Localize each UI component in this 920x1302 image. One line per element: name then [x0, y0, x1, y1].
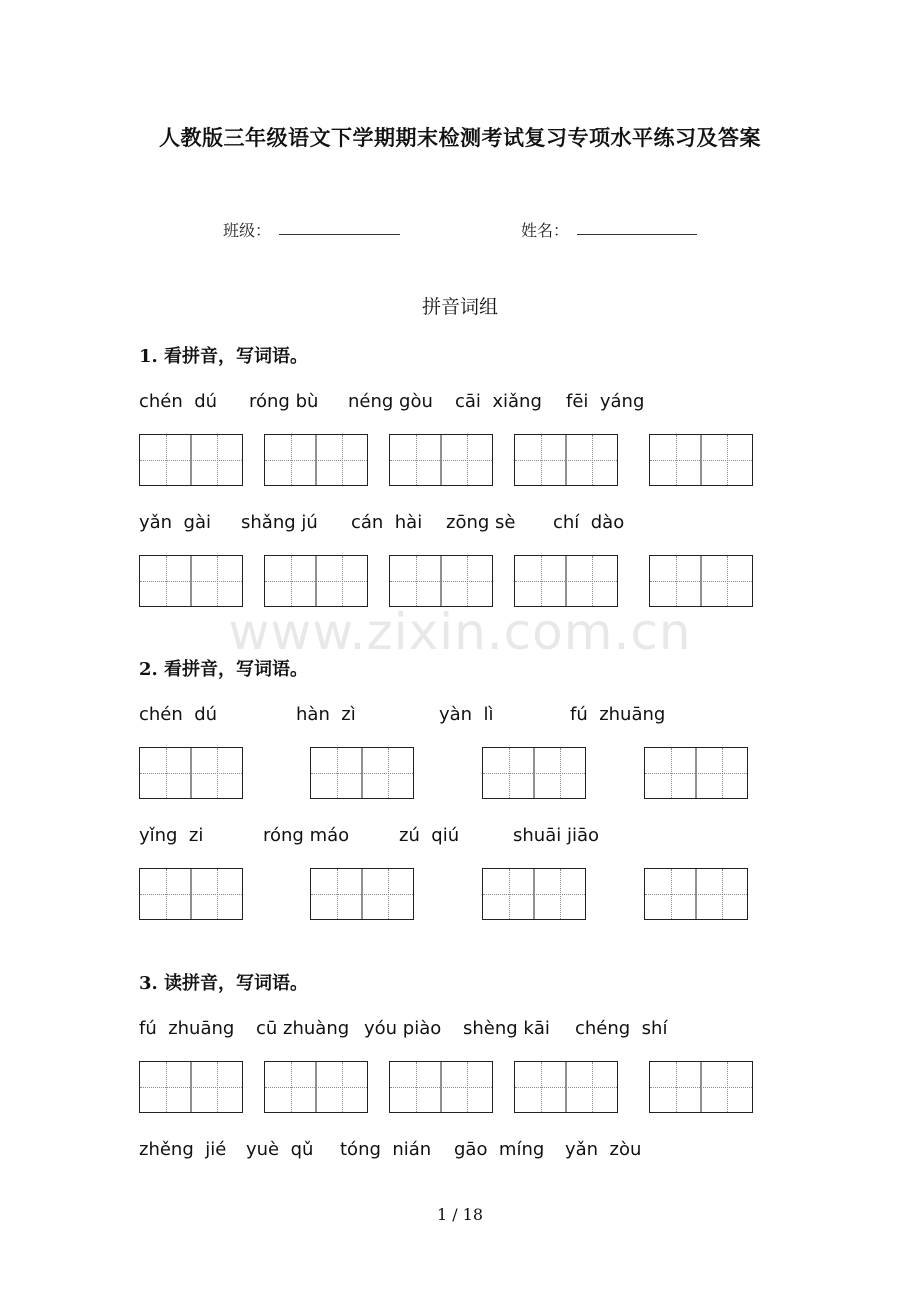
pinyin-item: chí dào [553, 512, 625, 533]
writing-grid[interactable] [264, 434, 368, 486]
pinyin-item: yàn lì [439, 704, 494, 725]
writing-grid[interactable] [139, 747, 243, 799]
pinyin-item: yóu piào [364, 1018, 442, 1039]
name-blank-line[interactable] [577, 234, 697, 235]
writing-grid[interactable] [139, 555, 243, 607]
writing-grid[interactable] [389, 555, 493, 607]
watermark: www.zixin.com.cn [228, 603, 692, 661]
question-1-heading: 1. 看拼音，写词语。 [139, 346, 309, 367]
page-number: 1 / 18 [436, 1205, 484, 1224]
question-3-heading: 3. 读拼音，写词语。 [139, 973, 309, 994]
document-title: 人教版三年级语文下学期期末检测考试复习专项水平练习及答案 [159, 125, 761, 150]
writing-grid[interactable] [482, 868, 586, 920]
pinyin-item: fú zhuāng [139, 1018, 235, 1039]
pinyin-item: shèng kāi [463, 1018, 550, 1039]
pinyin-item: yuè qǔ [246, 1139, 314, 1160]
writing-grid[interactable] [649, 1061, 753, 1113]
writing-grid[interactable] [139, 434, 243, 486]
writing-grid[interactable] [514, 555, 618, 607]
writing-grid[interactable] [264, 1061, 368, 1113]
pinyin-item: tóng nián [340, 1139, 432, 1160]
class-blank-line[interactable] [279, 234, 400, 235]
pinyin-item: hàn zì [296, 704, 356, 725]
pinyin-item: chéng shí [575, 1018, 668, 1039]
writing-grid[interactable] [514, 1061, 618, 1113]
pinyin-item: cán hài [351, 512, 423, 533]
pinyin-item: yǎn zòu [565, 1139, 642, 1160]
writing-grid[interactable] [514, 434, 618, 486]
class-label: 班级： [223, 221, 272, 240]
writing-grid[interactable] [310, 747, 414, 799]
pinyin-item: zōng sè [446, 512, 516, 533]
pinyin-item: yǐng zi [139, 825, 204, 846]
pinyin-item: néng gòu [348, 391, 433, 412]
pinyin-item: róng máo [263, 825, 350, 846]
writing-grid[interactable] [644, 868, 748, 920]
writing-grid[interactable] [310, 868, 414, 920]
writing-grid[interactable] [649, 434, 753, 486]
pinyin-item: zú qiú [399, 825, 460, 846]
writing-grid[interactable] [389, 434, 493, 486]
pinyin-item: shǎng jú [241, 512, 318, 533]
question-2-heading: 2. 看拼音，写词语。 [139, 659, 309, 680]
pinyin-item: shuāi jiāo [513, 825, 599, 846]
pinyin-item: gāo míng [454, 1139, 545, 1160]
pinyin-item: fú zhuāng [570, 704, 666, 725]
writing-grid[interactable] [139, 868, 243, 920]
writing-grid[interactable] [139, 1061, 243, 1113]
pinyin-item: róng bù [249, 391, 319, 412]
writing-grid[interactable] [482, 747, 586, 799]
pinyin-item: cū zhuàng [256, 1018, 350, 1039]
name-label: 姓名： [521, 221, 570, 240]
pinyin-item: yǎn gài [139, 512, 211, 533]
writing-grid[interactable] [389, 1061, 493, 1113]
writing-grid[interactable] [264, 555, 368, 607]
section-title: 拼音词组 [421, 296, 498, 318]
writing-grid[interactable] [644, 747, 748, 799]
pinyin-item: chén dú [139, 704, 218, 725]
pinyin-item: cāi xiǎng [455, 391, 542, 412]
pinyin-item: zhěng jié [139, 1139, 227, 1160]
pinyin-item: fēi yáng [566, 391, 645, 412]
pinyin-item: chén dú [139, 391, 218, 412]
writing-grid[interactable] [649, 555, 753, 607]
